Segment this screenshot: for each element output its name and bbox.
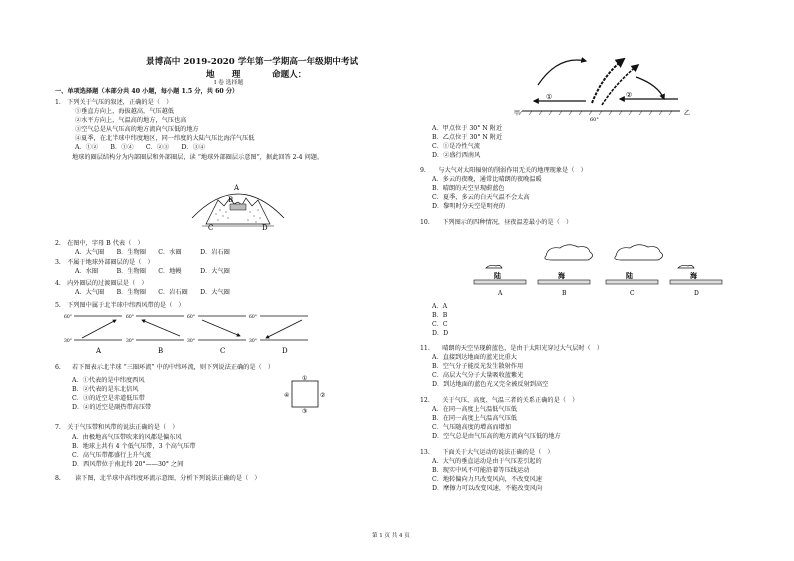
q13-option-d: D．摩擦力可以改变风速，不能改变风向 [432,485,543,492]
q10-label-a: A [498,290,503,297]
q12-option-b: B．在同一高度上气温高气压低 [432,415,517,422]
q6-option-a: A．①代表的是中纬度西风 [72,377,145,384]
q9-option-a: A．多云的夜晚，通常比晴朗的夜晚温暖 [432,176,542,183]
fig8-left: 甲 [514,110,521,117]
label-c: C [208,224,214,232]
q8-option-d: D．②盛行西南风 [432,152,481,159]
loop-1: ① [302,375,308,382]
q10-label-b: B [562,290,567,297]
q10-place-1: 陆 [494,271,501,280]
earth-spheres-figure [188,178,288,234]
q8-stem: 读下图，北半球中高纬度环流示意图，分析下列说法正确的是（ ） [75,475,261,482]
q2-stem: 2. 在图中，字母 B 代表（ ） [55,240,144,247]
q12-option-c: C．气压随高度的增高而增加 [432,424,511,431]
q9-option-b: B．晴朗的天空呈现蔚蓝色 [432,185,505,192]
q9-option-d: D．黎明时分天空是明亮的 [432,203,506,210]
q7-option-b: B．地球上共有 4 个低气压带，3 个高气压带 [72,443,196,450]
fig8-right: 乙 [684,110,691,117]
q10-option-c: C．C [432,321,448,328]
q12-option-d: D．空气总是由气压高的地方流向气压低的地方 [432,433,561,440]
q5-stem: 5. 下列图中属于北半球中纬西风带的是（ ） [55,302,185,309]
q8-number: 8. [55,475,61,482]
q7-stem: 7. 关于气压带和风带的说法正确的是（ ） [55,424,179,431]
q11-option-d: D．到达地面的蓝色光又完全被反射到高空 [432,381,549,388]
q8-option-a: A．甲点位于 30° N 附近 [432,125,503,132]
q7-option-d: D．西风带位于南北纬 20°——30° 之间 [72,461,184,468]
q9-option-c: C．夏季，多云的白天气温不会太高 [432,194,530,201]
q12-option-a: A．在同一高度上气温低气压低 [432,406,517,413]
q11-option-b: B．空气分子能反光发生散射作用 [432,363,524,370]
fig8-lat: 60° [590,117,599,123]
q13-option-a: A．大气的垂直运动是由于气压差引起的 [432,458,542,465]
passage-intro: 地球的圈层结构分为内部圈层和外部圈层，读 “地球外部圈层示意图”，据此回答 2-4 问题。 [72,154,324,161]
lat-60-a: 60° [64,315,72,320]
q6-option-d: D．④的近空是副热带高压带 [72,404,152,411]
fig8-label-2: ② [626,91,633,99]
q1-option-1: ①垂直方向上，海拔越高，气压越低 [75,108,174,115]
q13-option-c: C．地转偏向力只改变风向，不改变风速 [432,476,542,483]
q10-place-2: 海 [558,271,565,280]
q13-stem: 13. 下面关于大气运动的说法正确的是（ ） [420,449,554,456]
lat-30-a: 30° [64,339,72,344]
q6-stem: 若下图表示北半球 “三圈环流” 中的中纬环流，则下列说法正确的是（ ） [72,364,275,371]
q10-label-d: D [694,290,699,297]
label-d: D [262,224,268,232]
q1-option-4: ④夏季，在北半球中纬度地区，同一纬度的大陆气压比海洋气压低 [75,135,255,142]
lat-60-b: 60° [126,315,134,320]
label-b: B [228,196,234,204]
q3-choices: A．水圈 B．生物圈 C．地幔 D．大气圈 [75,268,230,275]
q8-option-c: C．①是冷性气流 [432,143,481,150]
wind-belt-figure [64,310,312,356]
q10-stem: 10. 下列图示的四种情况，昼夜温差最小的是（ ） [420,219,573,226]
fig8-label-1: ① [546,93,553,101]
q7-option-c: C．高气压带都盛行上升气流 [72,452,151,459]
q11-option-c: C．高层大气分子大量吸收蓝紫光 [432,372,524,379]
q1-choices: A．①② B．①④ C．②③ D．③④ [75,144,206,151]
loop-4: ④ [284,392,290,399]
q10-label-c: C [630,290,635,297]
volume-label: Ⅰ 卷 选择题 [214,80,244,86]
q10-place-4: 海 [690,271,697,280]
q10-option-a: A．A [432,303,448,310]
q4-choices: A．大气圈 B．生物圈 C．岩石圈 D．大气圈 [75,289,230,296]
q1-stem: 1. 下列关于气压的叙述，正确的是（ ） [55,99,173,106]
q9-stem: 9. 与大气对太阳辐射的削弱作用无关的地理现象是（ ） [420,167,587,174]
q5-label-a: A [96,347,102,355]
q5-label-d: D [282,347,288,355]
q10-figure [470,242,720,300]
q11-stem: 11. 晴朗的天空呈现蔚蓝色，是由于太阳光穿过大气层时（ ） [420,345,604,352]
page-footer: 第 1 页 共 4 页 [372,533,410,539]
lat-60-d: 60° [249,315,257,320]
q5-label-b: B [158,347,164,355]
q8-option-b: B．乙点位于 30° N 附近 [432,134,503,141]
q5-label-c: C [220,347,226,355]
exam-title: 景博高中 2019-2020 学年第一学期高一年级期中考试 [146,57,359,67]
q8-circulation-figure [508,55,694,125]
q1-option-3: ③空气总是从气压高的地方流向气压低的地方 [75,126,199,133]
q6-option-c: C．③的近空是赤道低压带 [72,395,145,402]
lat-30-b: 30° [126,339,134,344]
lat-30-c: 30° [187,339,195,344]
q13-option-b: B．现实中风不可能沿着等压线运动 [432,467,530,474]
lat-30-d: 30° [249,339,257,344]
lat-60-c: 60° [187,315,195,320]
q4-stem: 4. 内外圈层的过渡圈层是（ ） [55,280,148,287]
section-heading: 一、单项选择题（本部分共 40 小题，每小题 1.5 分，共 60 分） [55,88,239,95]
q10-option-b: B．B [432,312,448,319]
q3-stem: 3. 不属于地球外部圈层的是（ ） [55,259,154,266]
circulation-loop-figure [284,375,326,415]
label-a: A [234,184,240,192]
q12-stem: 12. 关于气压、高度、气温三者的关系正确的是（ ） [420,397,579,404]
subject-label: 地 理 [206,70,241,80]
q6-number: 6. [55,364,61,371]
q1-option-2: ②水平方向上，气温高的地方，气压也高 [75,117,187,124]
q10-option-d: D．D [432,330,449,337]
q6-option-b: B．②代表的是东北信风 [72,386,139,393]
author-label: 命题人： [272,70,307,80]
loop-2: ② [320,392,326,399]
q7-option-a: A．由极地高气压带吹来的风都是偏东风 [72,434,182,441]
q10-place-3: 陆 [626,271,633,280]
q2-choices: A．大气圈 B．生物圈 C．水圈 D．岩石圈 [75,249,230,256]
loop-3: ③ [302,408,308,415]
q11-option-a: A．直接到达地面的蓝光比重大 [432,354,517,361]
